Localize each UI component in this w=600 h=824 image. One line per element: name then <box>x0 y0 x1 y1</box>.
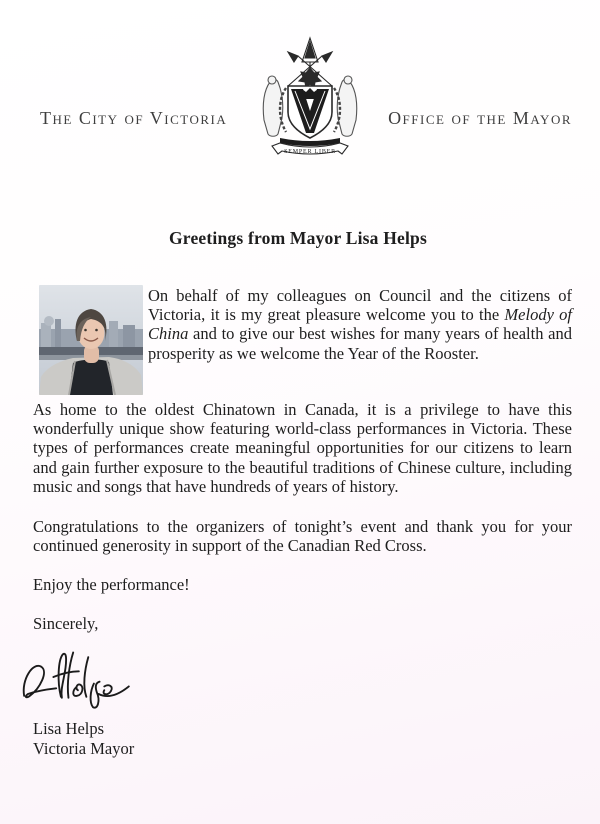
paragraph-1 <box>148 286 572 363</box>
paragraph-3: Congratulations to the organizers of tonight’s event and thank you for your continued generosity in support of the Canadian Red Cross. <box>33 517 572 556</box>
paragraph-2: As home to the oldest Chinatown in Canada, it is a privilege to have this wonderfully unique show featuring world-class performances in Victoria. These types of performances create meaningful opportunities for our citizens to learn and gain further exposure to the beautiful traditions of Chinese culture, including music and songs that have hundreds of years of history. <box>33 400 572 496</box>
signature <box>16 644 136 710</box>
city-coat-of-arms-icon <box>256 36 364 160</box>
enjoy-line: Enjoy the performance! <box>33 575 190 594</box>
signer-block <box>33 719 134 759</box>
crest-motto: SEMPER LIBER <box>284 149 336 155</box>
signer-title: Victoria Mayor <box>33 739 135 758</box>
header-office-name: Office of the Mayor <box>388 108 572 128</box>
closing-line: Sincerely, <box>33 614 99 633</box>
paragraph-1-text: On behalf of my colleagues on Council and the citizens of Victoria, it is my great pleasure welcome you to the <box>148 286 572 325</box>
paragraph-1-show-name: Melody of China <box>148 305 573 344</box>
letter-title: Greetings from Mayor Lisa Helps <box>169 228 427 248</box>
header-city-name: The City of Victoria <box>40 108 228 128</box>
mayor-photo <box>39 285 143 395</box>
paragraph-1-text-end: and to give our best wishes for many years of health and prosperity as we welcome the Year of the Rooster. <box>148 324 572 363</box>
signer-name: Lisa Helps <box>33 719 105 738</box>
